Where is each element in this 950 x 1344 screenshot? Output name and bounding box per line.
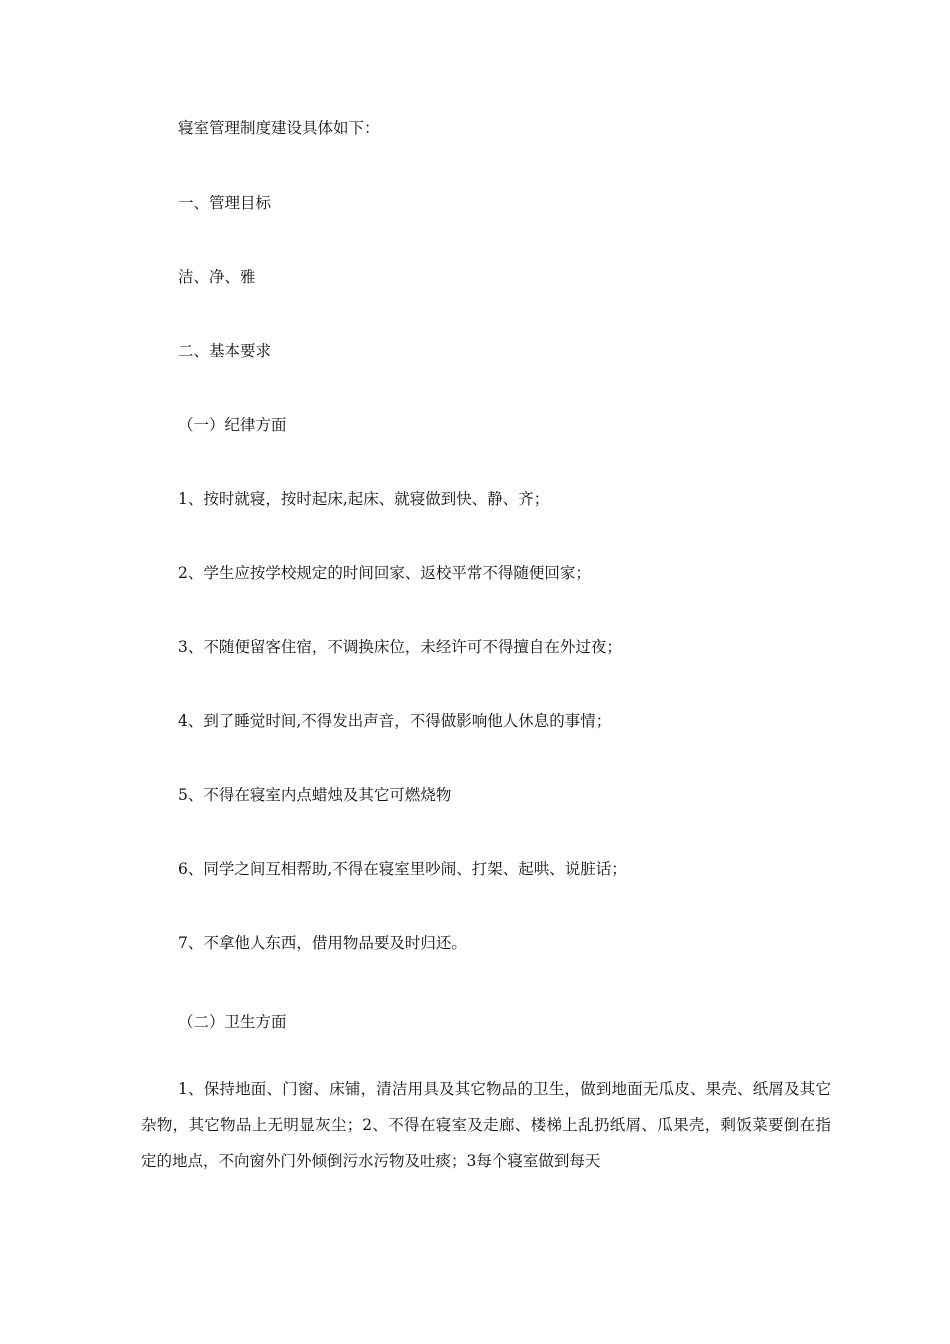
discipline-item-6: 6、同学之间互相帮助,不得在寝室里吵闹、打架、起哄、说脏话；: [178, 860, 627, 878]
section-1-content: 洁、净、雅: [178, 268, 256, 286]
discipline-item-3: 3、不随便留客住宿，不调换床位，未经许可不得擅自在外过夜；: [178, 638, 622, 656]
intro-text: 寝室管理制度建设具体如下：: [178, 119, 380, 137]
hygiene-heading: （二）卫生方面: [178, 1013, 287, 1031]
discipline-item-4: 4、到了睡觉时间,不得发出声音，不得做影响他人休息的事情；: [178, 712, 612, 730]
discipline-item-2: 2、学生应按学校规定的时间回家、返校平常不得随便回家；: [178, 564, 591, 582]
hygiene-paragraph: 1、保持地面、门窗、床铺，清洁用具及其它物品的卫生，做到地面无瓜皮、果壳、纸屑及其它杂物，其它物品上无明显灰尘；2、不得在寝室及走廊、楼梯上乱扔纸屑、瓜果壳，剩饭菜要倒在指定的地点，不向窗外门外倾倒污水污物及吐痰；3每个寝室做到每天: [141, 1080, 831, 1170]
section-1-title: 一、管理目标: [178, 194, 272, 212]
discipline-item-5: 5、不得在寝室内点蜡烛及其它可燃烧物: [178, 786, 452, 804]
discipline-item-7: 7、不拿他人东西，借用物品要及时归还。: [178, 934, 467, 952]
discipline-item-1: 1、按时就寝，按时起床,起床、就寝做到快、静、齐；: [178, 490, 550, 508]
discipline-heading: （一）纪律方面: [178, 416, 287, 434]
section-2-title: 二、基本要求: [178, 342, 272, 360]
